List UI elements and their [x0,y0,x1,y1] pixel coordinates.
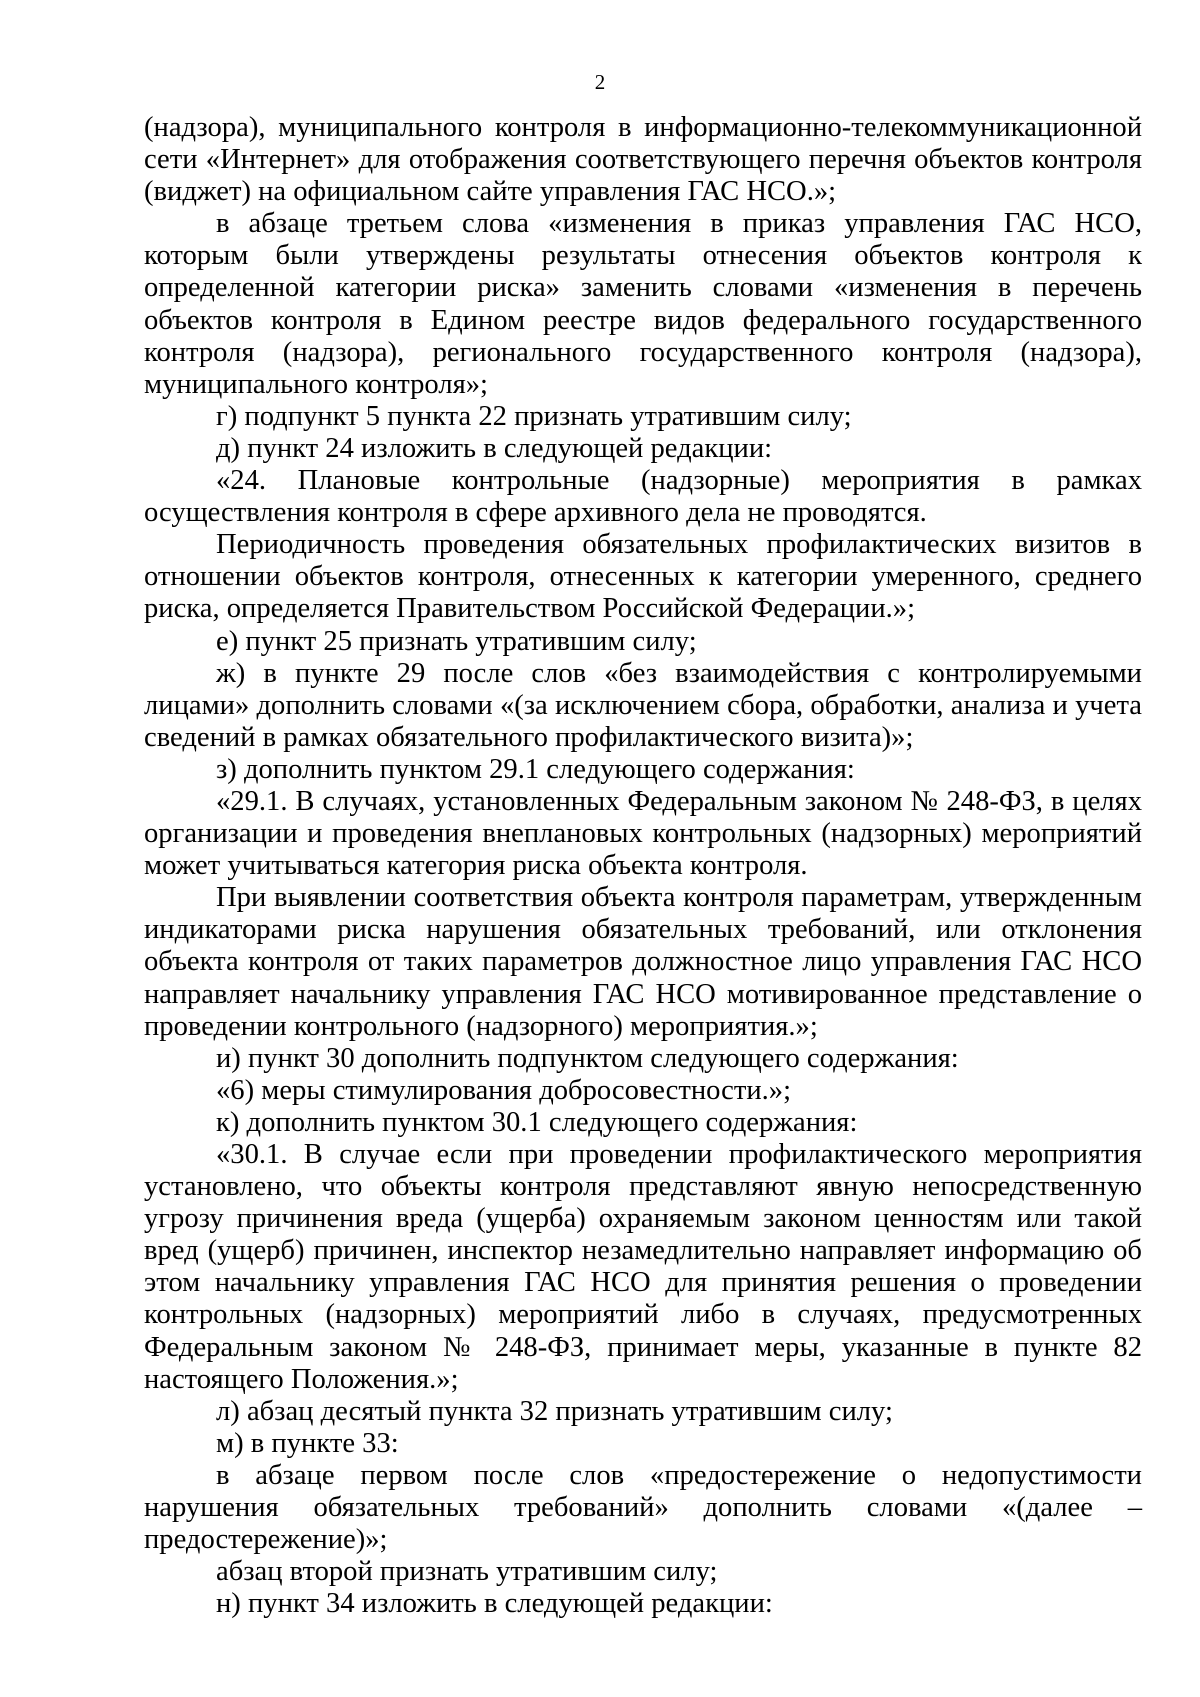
paragraph: «24. Плановые контрольные (надзорные) мероприятия в рамках осуществления контроля в сфере архивного дела не проводятся. [144,465,1142,529]
paragraph: м) в пункте 33: [216,1427,399,1459]
paragraph: (надзора), муниципального контроля в информационно-телекоммуникационной сети «Интернет» для отображения соответствующего перечня объектов контроля (виджет) на официальном сайте управления ГАС НСО.»; [144,112,1142,208]
paragraph: «29.1. В случаях, установленных Федеральным законом № 248-ФЗ, в целях организации и проведения внеплановых контрольных (надзорных) мероприятий может учитываться категория риска объекта контроля. [144,785,1142,882]
page-number: 2 [594,70,606,94]
paragraph: и) пункт 30 дополнить подпунктом следующего содержания: [216,1042,959,1074]
paragraph: н) пункт 34 изложить в следующей редакции: [216,1588,773,1620]
paragraph: ж) в пункте 29 после слов «без взаимодействия с контролируемыми лицами» дополнить словами «(за исключением сбора, обработки, анализа и учета сведений в рамках обязательного профилактического визита)»; [144,657,1142,753]
paragraph: з) дополнить пунктом 29.1 следующего содержания: [216,753,855,785]
paragraph: абзац второй признать утратившим силу; [216,1556,718,1588]
document-body [144,112,1142,1620]
paragraph: Периодичность проведения обязательных профилактических визитов в отношении объектов контроля, отнесенных к категории умеренного, среднего риска, определяется Правительством Российской Федерации.»; [144,529,1142,625]
paragraph: д) пункт 24 изложить в следующей редакции: [216,432,773,464]
paragraph: е) пункт 25 признать утратившим силу; [216,625,697,657]
paragraph: «30.1. В случае если при проведении профилактического мероприятия установлено, что объекты контроля представляют явную непосредственную угрозу причинения вреда (ущерба) охраняемым законом ценностям или такой вред (ущерб) причинен, инспектор незамедлительно направляет информацию об этом начальнику управления ГАС НСО для принятия решения о проведении контрольных (надзорных) мероприятий либо в случаях, предусмотренных Федеральным законом № 248-ФЗ, принимает меры, указанные в пункте 82 настоящего Положения.»; [144,1139,1142,1395]
paragraph: к) дополнить пунктом 30.1 следующего содержания: [216,1106,858,1138]
paragraph: г) подпункт 5 пункта 22 признать утратившим силу; [216,400,852,432]
paragraph: в абзаце первом после слов «предостережение о недопустимости нарушения обязательных требований» дополнить словами «(далее – предостережение)»; [144,1459,1142,1556]
paragraph: При выявлении соответствия объекта контроля параметрам, утвержденным индикаторами риска нарушения обязательных требований, или отклонения объекта контроля от таких параметров должностное лицо управления ГАС НСО направляет начальнику управления ГАС НСО мотивированное представление о проведении контрольного (надзорного) мероприятия.»; [144,882,1142,1042]
paragraph: л) абзац десятый пункта 32 признать утратившим силу; [216,1395,893,1427]
paragraph: «6) меры стимулирования добросовестности.»; [216,1074,792,1106]
paragraph: в абзаце третьем слова «изменения в приказ управления ГАС НСО, которым были утверждены результаты отнесения объектов контроля к определенной категории риска» заменить словами «изменения в перечень объектов контроля в Едином реестре видов федерального государственного контроля (надзора), регионального государственного контроля (надзора), муниципального контроля»; [144,208,1142,400]
